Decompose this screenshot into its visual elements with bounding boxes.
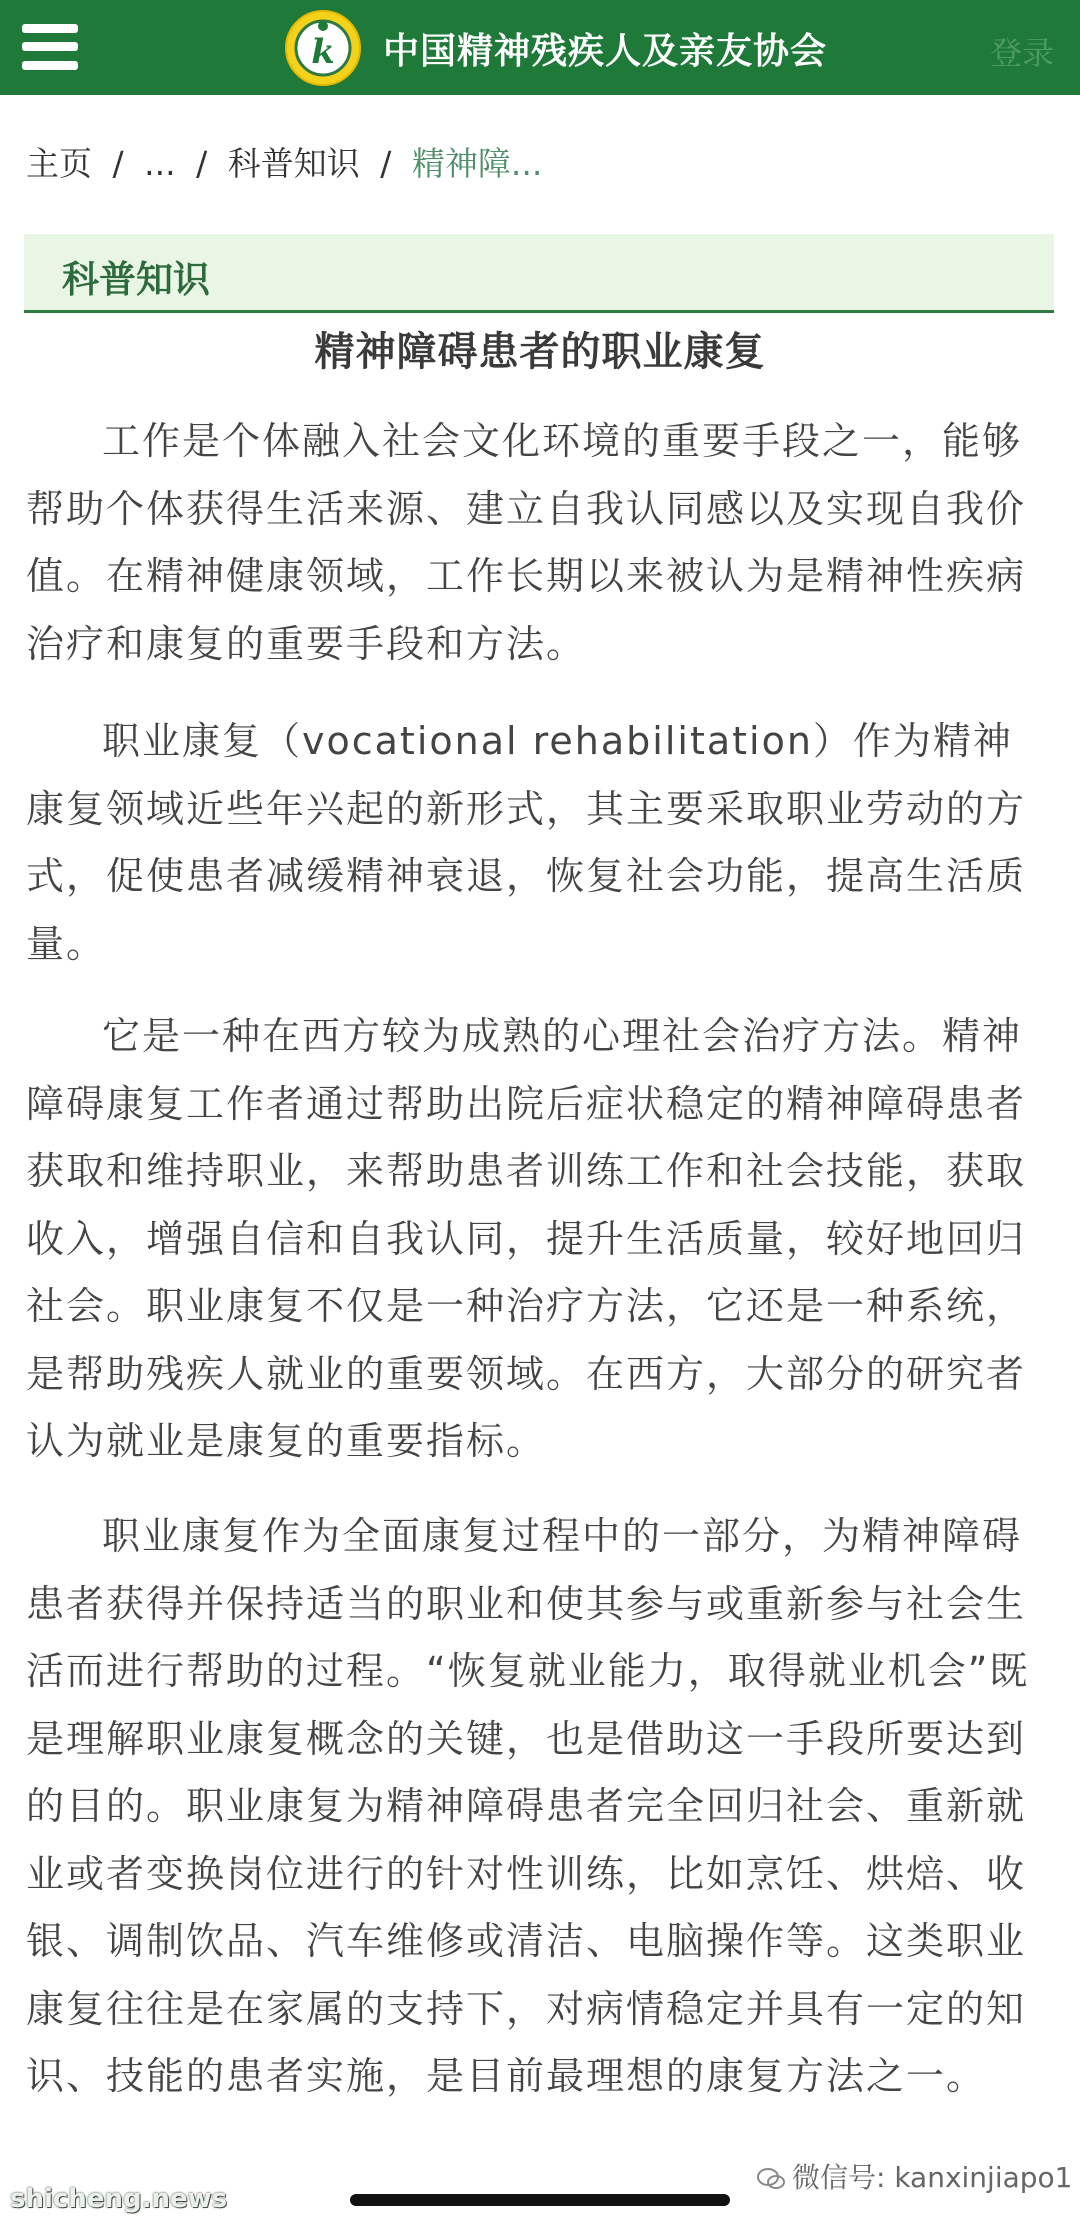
org-name[interactable]: 中国精神残疾人及亲友协会 — [383, 31, 828, 72]
breadcrumb — [26, 138, 542, 185]
breadcrumb-home[interactable]: 主页 — [26, 144, 92, 183]
breadcrumb-ellipsis[interactable]: ... — [144, 144, 176, 183]
breadcrumb-separator: / — [380, 144, 392, 183]
section-header — [24, 234, 1054, 313]
article-paragraph: 职业康复作为全面康复过程中的一部分，为精神障碍患者获得并保持适当的职业和使其参与或重新参与社会生活而进行帮助的过程。“恢复就业能力，取得就业机会”既是理解职业康复概念的关键，也是借助这一手段所要达到的目的。职业康复为精神障碍患者完全回归社会、重新就业或者变换岗位进行的针对性训练，比如烹饪、烘焙、收银、调制饮品、汽车维修或清洁、电脑操作等。这类职业康复往往是在家属的支持下，对病情稳定并具有一定的知识、技能的患者实施，是目前最理想的康复方法之一。 — [26, 1514, 1030, 2098]
article-title: 精神障碍患者的职业康复 — [314, 329, 766, 375]
breadcrumb-separator: / — [112, 144, 124, 183]
hamburger-menu-icon[interactable] — [22, 24, 78, 70]
breadcrumb-separator: / — [196, 144, 208, 183]
login-link[interactable]: 登录 — [989, 34, 1054, 72]
association-logo[interactable] — [283, 8, 363, 88]
wechat-id-text: 微信号: kanxinjiapo1 — [792, 2161, 1073, 2194]
article-paragraph: 职业康复（vocational rehabilitation）作为精神康复领域近些年兴起的新形式，其主要采取职业劳动的方式，促使患者减缓精神衰退，恢复社会功能，提高生活质量。 — [26, 719, 1027, 966]
article-paragraph: 工作是个体融入社会文化环境的重要手段之一，能够帮助个体获得生活来源、建立自我认同感以及实现自我价值。在精神健康领域，工作长期以来被认为是精神性疾病治疗和康复的重要手段和方法。 — [26, 419, 1027, 666]
home-indicator[interactable] — [350, 2194, 730, 2206]
top-header — [0, 0, 1080, 95]
svg-text:k: k — [311, 32, 335, 72]
breadcrumb-current: 精神障... — [411, 144, 543, 183]
breadcrumb-category[interactable]: 科普知识 — [227, 144, 360, 183]
site-watermark: shicheng.news — [10, 2184, 228, 2214]
wechat-watermark — [756, 2156, 1073, 2196]
article-paragraph: 它是一种在西方较为成熟的心理社会治疗方法。精神障碍康复工作者通过帮助出院后症状稳定的精神障碍患者获取和维持职业，来帮助患者训练工作和社会技能，获取收入，增强自信和自我认同，提升生活质量，较好地回归社会。职业康复不仅是一种治疗方法，它还是一种系统，是帮助残疾人就业的重要领域。在西方，大部分的研究者认为就业是康复的重要指标。 — [26, 1014, 1027, 1463]
section-title: 科普知识 — [62, 258, 210, 301]
wechat-icon — [756, 2166, 786, 2192]
